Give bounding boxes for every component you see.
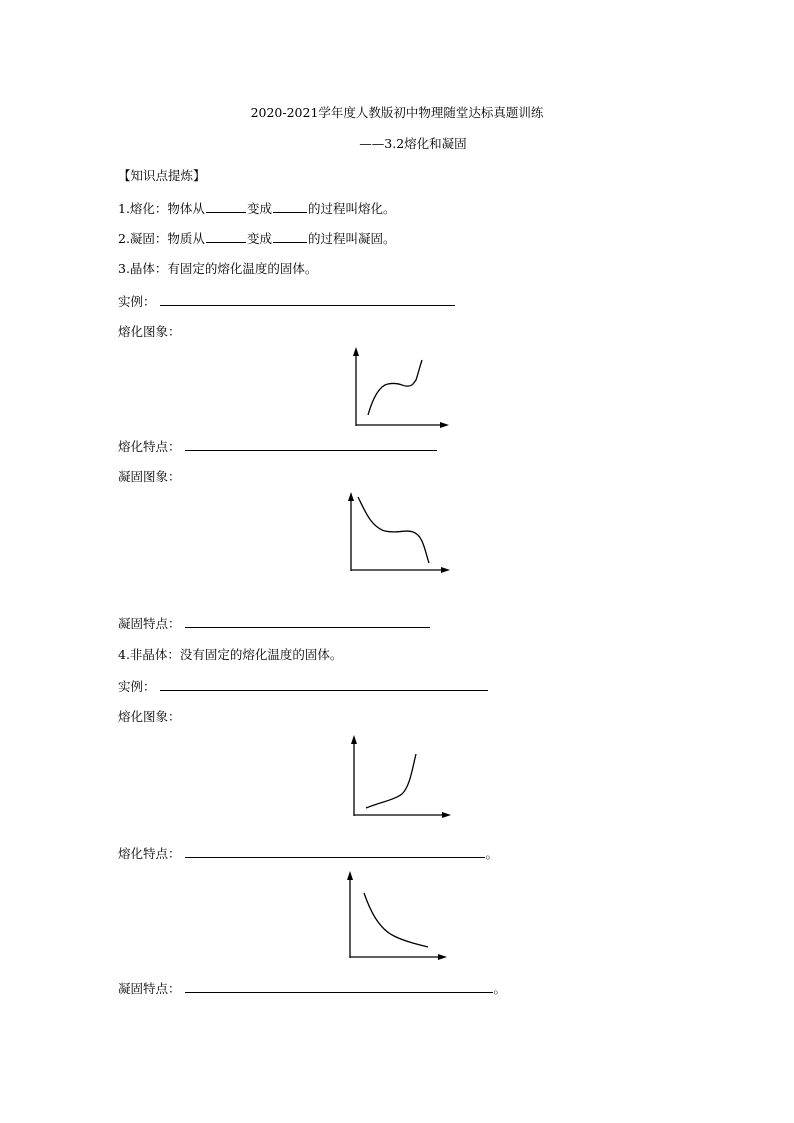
amorphous-melting-feature-blank[interactable] (185, 845, 485, 858)
amorphous-example-label: 实例： (118, 679, 156, 694)
crystal-melting-graph (348, 346, 452, 428)
blank-fill-3[interactable] (206, 230, 246, 243)
item1-prefix: 1.熔化：物体从 (118, 201, 205, 216)
amorphous-melting-graph (346, 734, 456, 818)
item2-mid: 变成 (246, 231, 272, 246)
y-axis-arrow (353, 347, 359, 356)
solidify-curve (358, 497, 429, 563)
crystal-melting-feature-blank[interactable] (185, 438, 437, 451)
blank-fill-1[interactable] (206, 200, 246, 213)
melting-curve (368, 360, 422, 415)
crystal-solidify-feature-blank[interactable] (185, 615, 430, 628)
item1-suffix: 的过程叫熔化。 (307, 201, 396, 216)
item-melting-definition (118, 200, 395, 217)
document-subtitle: ——3.2熔化和凝固 (359, 136, 467, 151)
amorphous-solidify-graph (342, 870, 452, 962)
x-axis-arrow (438, 954, 447, 960)
crystal-example-row (118, 293, 456, 310)
document-title: 2020-2021学年度人教版初中物理随堂达标真题训练 (250, 105, 544, 120)
y-axis-arrow (351, 735, 357, 744)
period-mark: 。 (493, 981, 507, 996)
x-axis-arrow (440, 422, 449, 428)
crystal-example-blank[interactable] (160, 293, 455, 306)
amorphous-solidify-feature-row (118, 980, 506, 997)
amorphous-solidify-curve (364, 893, 428, 947)
x-axis-arrow (441, 567, 450, 573)
item2-prefix: 2.凝固：物质从 (118, 231, 205, 246)
item-amorphous-definition: 4.非晶体：没有固定的熔化温度的固体。 (118, 647, 343, 662)
y-axis-arrow (347, 871, 353, 880)
crystal-example-label: 实例： (118, 294, 156, 309)
crystal-solidify-graph (343, 491, 453, 573)
crystal-melting-feature-label: 熔化特点： (118, 439, 181, 454)
crystal-melting-graph-label: 熔化图象： (118, 324, 181, 339)
blank-fill-4[interactable] (273, 230, 307, 243)
crystal-solidify-feature-row (118, 615, 431, 632)
amorphous-solidify-feature-label: 凝固特点： (118, 981, 181, 996)
amorphous-melting-feature-label: 熔化特点： (118, 846, 181, 861)
amorphous-melting-feature-row (118, 845, 498, 862)
item2-suffix: 的过程叫凝固。 (307, 231, 396, 246)
amorphous-example-blank[interactable] (160, 678, 488, 691)
y-axis-arrow (348, 492, 354, 501)
blank-fill-2[interactable] (273, 200, 307, 213)
amorphous-example-row (118, 678, 489, 695)
crystal-melting-feature-row (118, 438, 438, 455)
crystal-solidify-feature-label: 凝固特点： (118, 616, 181, 631)
item1-mid: 变成 (246, 201, 272, 216)
amorphous-solidify-feature-blank[interactable] (185, 980, 493, 993)
x-axis-arrow (442, 812, 451, 818)
crystal-solidify-graph-label: 凝固图象： (118, 469, 181, 484)
amorphous-melting-graph-label: 熔化图象： (118, 709, 181, 724)
item-solidify-definition (118, 230, 395, 247)
period-mark: 。 (485, 846, 499, 861)
item-crystal-definition: 3.晶体：有固定的熔化温度的固体。 (118, 261, 318, 276)
amorphous-melting-curve (366, 754, 416, 808)
section-heading: 【知识点提炼】 (118, 168, 206, 183)
